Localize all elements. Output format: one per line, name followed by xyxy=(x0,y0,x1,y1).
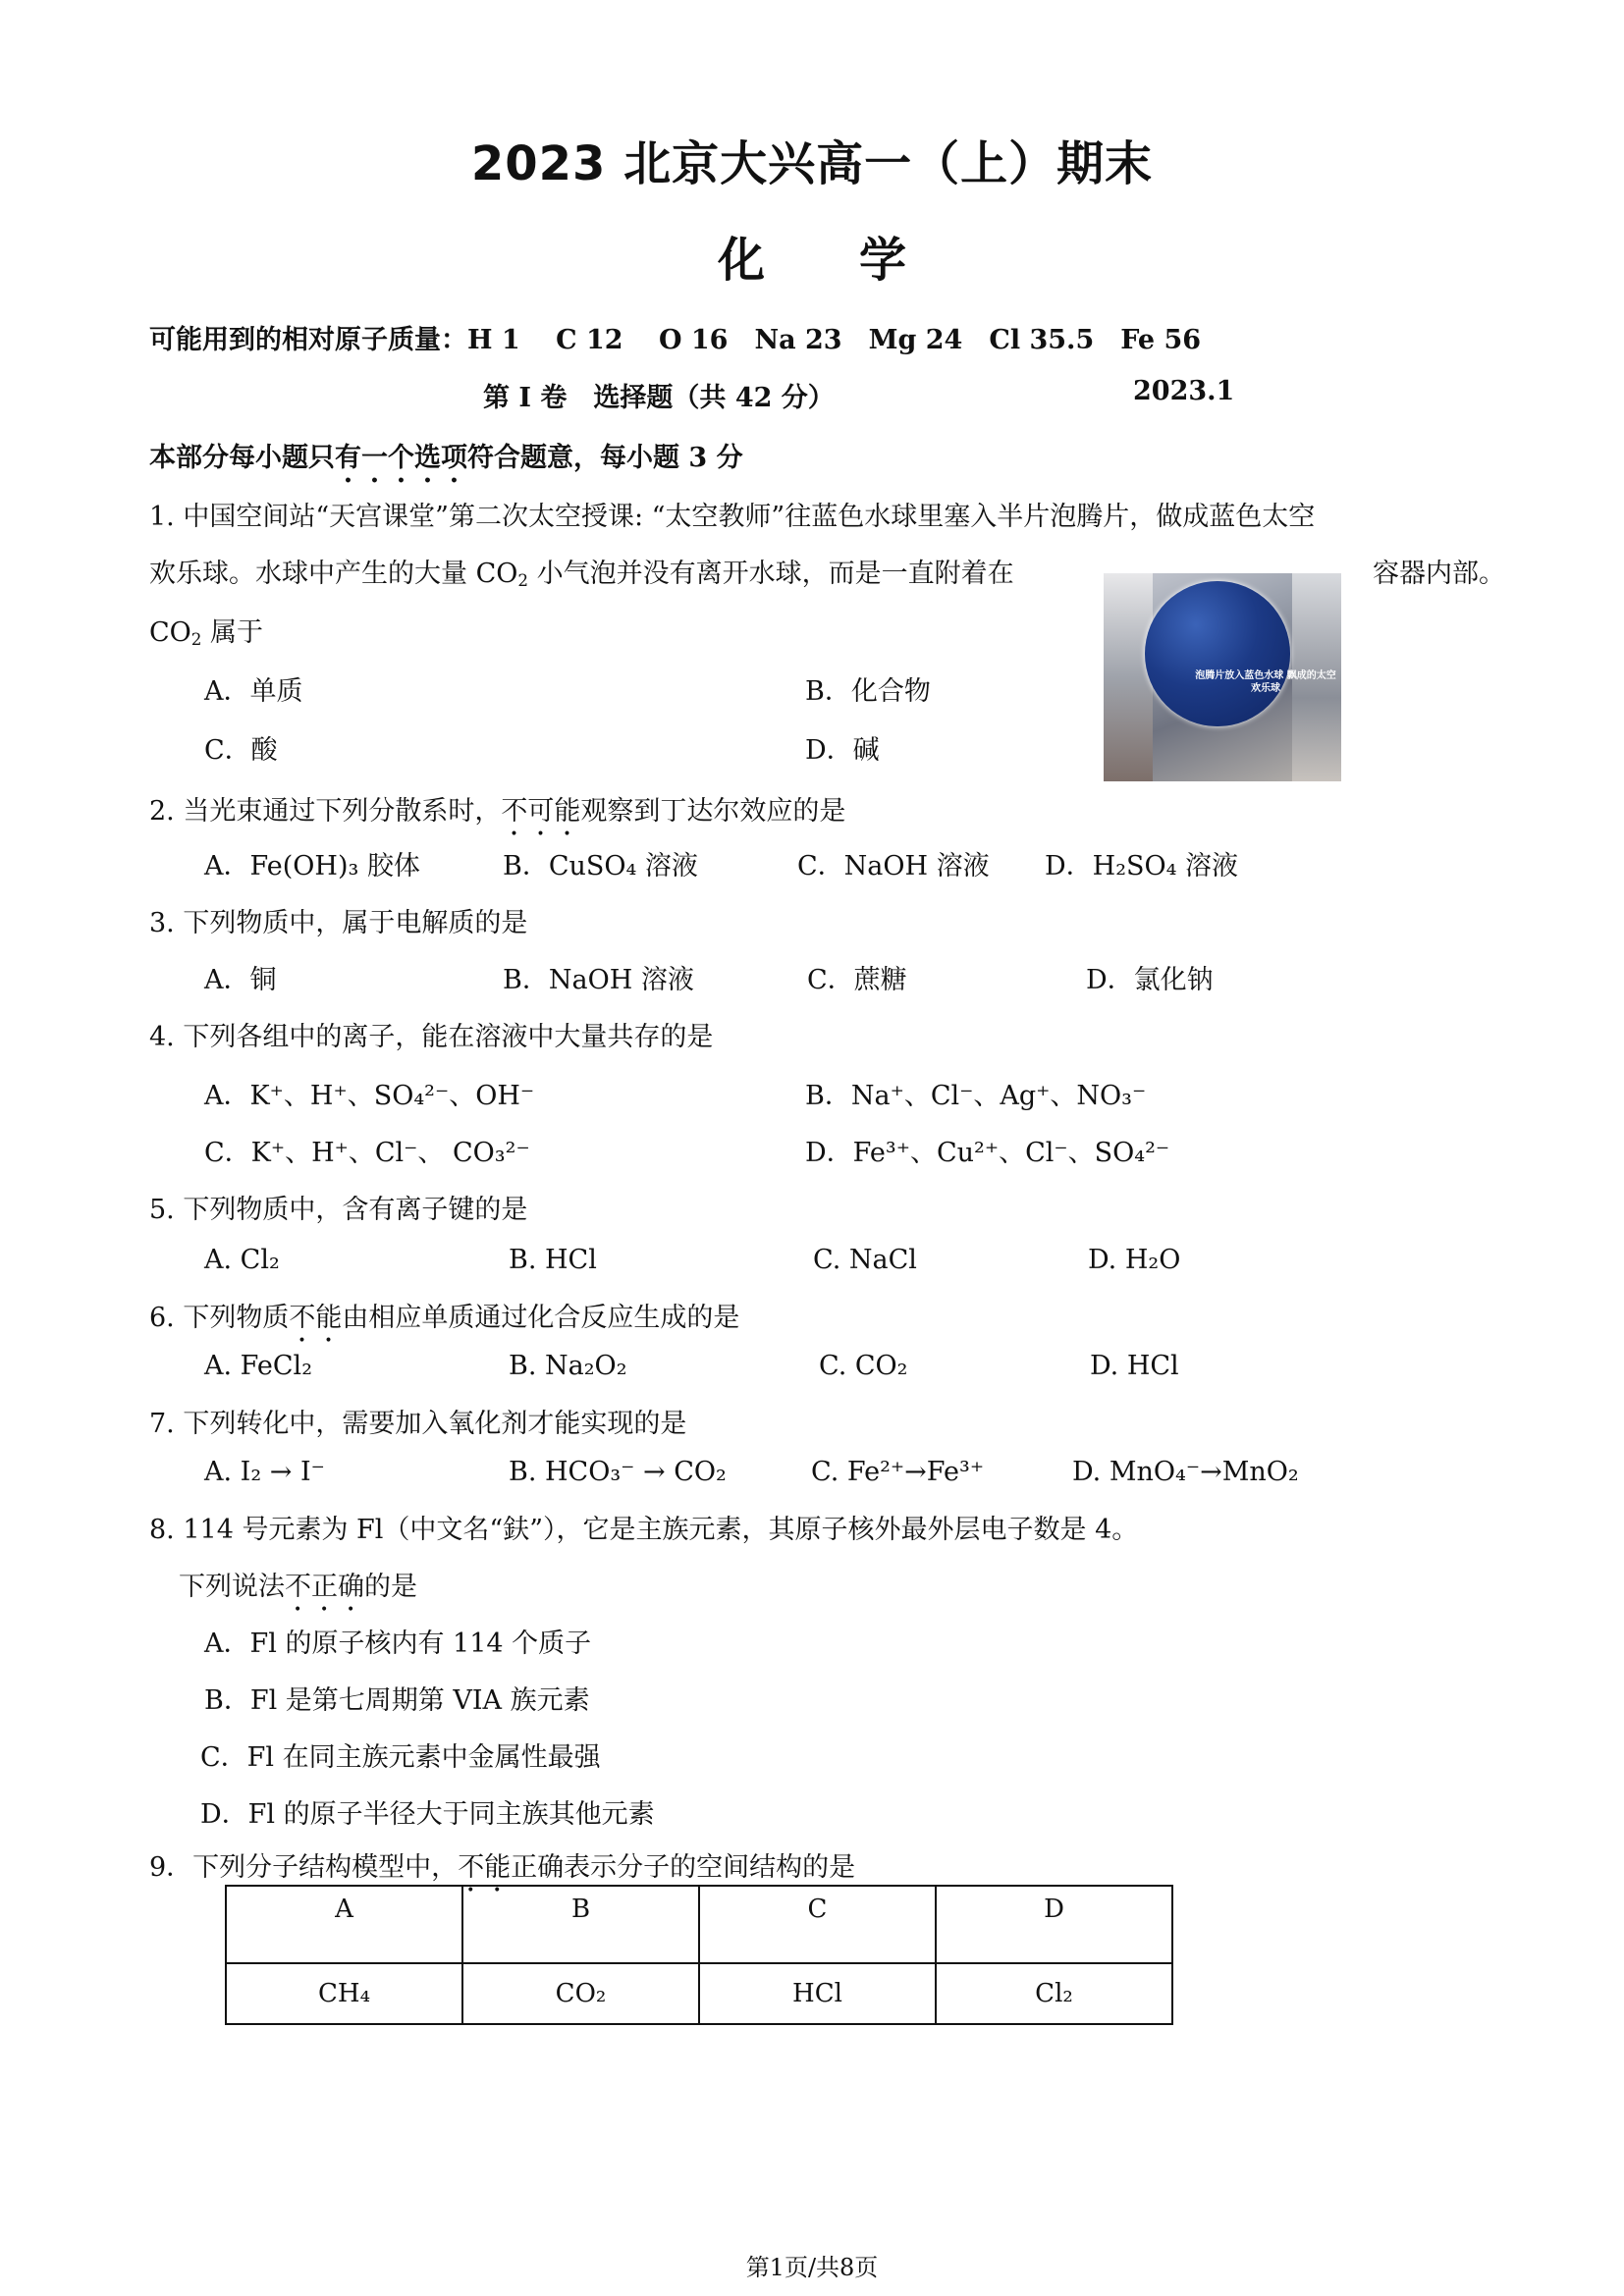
q2-option-d: D．H₂SO₄ 溶液 xyxy=(1045,851,1239,881)
instruction-post: 符合题意，每小题 3 分 xyxy=(467,443,743,473)
q7-stem: 7. 下列转化中，需要加入氧化剂才能实现的是 xyxy=(149,1409,687,1439)
q6-stem-post: 由相应单质通过化合反应生成的是 xyxy=(342,1303,740,1333)
q3-option-a: A．铜 xyxy=(204,965,277,995)
q6-option-b: B. Na₂O₂ xyxy=(509,1351,627,1381)
q3-option-b: B．NaOH 溶液 xyxy=(503,965,694,995)
subject-title xyxy=(0,222,1624,290)
q9-stem-pre: 9．下列分子结构模型中， xyxy=(149,1852,459,1883)
q3-option-d: D．氯化钠 xyxy=(1086,965,1214,995)
q7-option-b: B. HCO₃⁻ → CO₂ xyxy=(509,1457,727,1487)
q3-stem: 3. 下列物质中，属于电解质的是 xyxy=(149,908,528,938)
q5-stem: 5. 下列物质中，含有离子键的是 xyxy=(149,1195,528,1225)
q9-stem-emph: 不能 xyxy=(458,1852,512,1883)
q4-option-b: B．Na⁺、Cl⁻、Ag⁺、NO₃⁻ xyxy=(805,1081,1147,1111)
subject-char-1: 化 xyxy=(717,233,765,288)
q6-stem-emph: 不能 xyxy=(289,1303,343,1333)
atomic-mass-line: 可能用到的相对原子质量：H 1 C 12 O 16 Na 23 Mg 24 Cl 35.5 Fe 56 xyxy=(149,325,1202,355)
exam-title: 2023 北京大兴高一（上）期末 xyxy=(470,136,1154,191)
q7-option-a: A. I₂ → I⁻ xyxy=(204,1457,325,1487)
q6-option-c: C. CO₂ xyxy=(819,1351,908,1381)
q8-stem-line1: 8. 114 号元素为 Fl（中文名“鈇”），它是主族元素，其原子核外最外层电子数是 4。 xyxy=(149,1515,1139,1545)
q5-option-c: C. NaCl xyxy=(813,1245,917,1275)
q1-line3-a: CO xyxy=(149,617,191,648)
q2-stem xyxy=(149,789,845,842)
q1-line2-a: 欢乐球。水球中产生的大量 CO xyxy=(149,559,518,589)
q4-stem: 4. 下列各组中的离子，能在溶液中大量共存的是 xyxy=(149,1022,714,1052)
q7-option-c: C. Fe²⁺→Fe³⁺ xyxy=(811,1457,985,1487)
q6-option-d: D. HCl xyxy=(1090,1351,1179,1381)
photo-caption: 泡腾片放入蓝色水球 飘成的太空欢乐球 xyxy=(1195,670,1336,694)
q1-line3 xyxy=(149,611,263,649)
q5-option-a: A. Cl₂ xyxy=(204,1245,280,1275)
q1-line2 xyxy=(149,552,1014,590)
q4-option-c: C．K⁺、H⁺、Cl⁻、 CO₃²⁻ xyxy=(204,1138,530,1168)
q2-stem-post: 观察到丁达尔效应的是 xyxy=(580,796,846,827)
q8-stem2-pre: 下列说法 xyxy=(179,1572,285,1602)
subject-char-2: 学 xyxy=(859,233,907,288)
table-header-b: B xyxy=(462,1886,699,1963)
instruction-line xyxy=(149,436,743,489)
q9-stem-post: 正确表示分子的空间结构的是 xyxy=(511,1852,856,1883)
table-header-c: C xyxy=(699,1886,936,1963)
table-cell-c: HCl xyxy=(699,1963,936,2024)
q8-stem2-emph: 不正确 xyxy=(285,1572,364,1602)
section-title: 第 I 卷 选择题（共 42 分） xyxy=(483,383,835,413)
instruction-pre: 本部分每小题只 xyxy=(149,443,335,473)
table-header-a: A xyxy=(226,1886,462,1963)
table-row xyxy=(226,1963,1172,2024)
q4-option-d: D．Fe³⁺、Cu²⁺、Cl⁻、SO₄²⁻ xyxy=(805,1138,1170,1168)
q8-stem2-post: 的是 xyxy=(364,1572,417,1602)
q1-option-c: C．酸 xyxy=(204,735,278,766)
exam-date: 2023.1 xyxy=(1133,376,1235,406)
q1-line1: 1. 中国空间站“天宫课堂”第二次太空授课: “太空教师”往蓝色水球里塞入半片泡腾片，做成蓝色太空 xyxy=(149,502,1316,532)
table-cell-b: CO₂ xyxy=(462,1963,699,2024)
q8-option-a: A．Fl 的原子核内有 114 个质子 xyxy=(204,1629,592,1659)
q6-option-a: A. FeCl₂ xyxy=(204,1351,313,1381)
q1-line2-b: 小气泡并没有离开水球，而是一直附着在 xyxy=(528,559,1014,589)
q2-option-a: A．Fe(OH)₃ 胶体 xyxy=(204,851,420,881)
q5-option-d: D. H₂O xyxy=(1088,1245,1181,1275)
space-station-photo xyxy=(1104,573,1341,781)
q4-option-a: A．K⁺、H⁺、SO₄²⁻、OH⁻ xyxy=(204,1081,535,1111)
q1-line3-b: 属于 xyxy=(201,617,264,648)
q1-option-a: A．单质 xyxy=(204,676,303,707)
q1-option-b: B．化合物 xyxy=(805,676,931,707)
instruction-emph: 有一个选项 xyxy=(335,443,467,473)
table-header-row xyxy=(226,1886,1172,1963)
q6-stem xyxy=(149,1296,739,1349)
q6-stem-pre: 6. 下列物质 xyxy=(149,1303,290,1333)
table-cell-a: CH₄ xyxy=(226,1963,462,2024)
q1-line2-tail: 容器内部。 xyxy=(1373,559,1505,589)
q8-stem-line2 xyxy=(179,1565,417,1618)
page-number: 第1页/共8页 xyxy=(745,2254,879,2281)
photo-wall-left xyxy=(1104,573,1153,781)
q8-option-d: D．Fl 的原子半径大于同主族其他元素 xyxy=(200,1799,655,1830)
q8-option-c: C．Fl 在同主族元素中金属性最强 xyxy=(200,1742,601,1773)
q5-option-b: B. HCl xyxy=(509,1245,597,1275)
q7-option-d: D. MnO₄⁻→MnO₂ xyxy=(1072,1457,1299,1487)
molecule-model-table xyxy=(225,1885,1173,2025)
q2-option-c: C．NaOH 溶液 xyxy=(797,851,990,881)
q1-line3-sub: 2 xyxy=(190,629,202,650)
q1-option-d: D．碱 xyxy=(805,735,880,766)
blue-water-ball xyxy=(1145,581,1290,726)
q8-option-b: B．Fl 是第七周期第 VIA 族元素 xyxy=(204,1685,590,1716)
q3-option-c: C．蔗糖 xyxy=(807,965,907,995)
q2-stem-pre: 2. 当光束通过下列分散系时， xyxy=(149,796,502,827)
table-cell-d: Cl₂ xyxy=(936,1963,1172,2024)
q2-stem-emph: 不可能 xyxy=(501,796,581,827)
q1-line2-sub: 2 xyxy=(517,570,529,591)
table-header-d: D xyxy=(936,1886,1172,1963)
q2-option-b: B．CuSO₄ 溶液 xyxy=(503,851,698,881)
